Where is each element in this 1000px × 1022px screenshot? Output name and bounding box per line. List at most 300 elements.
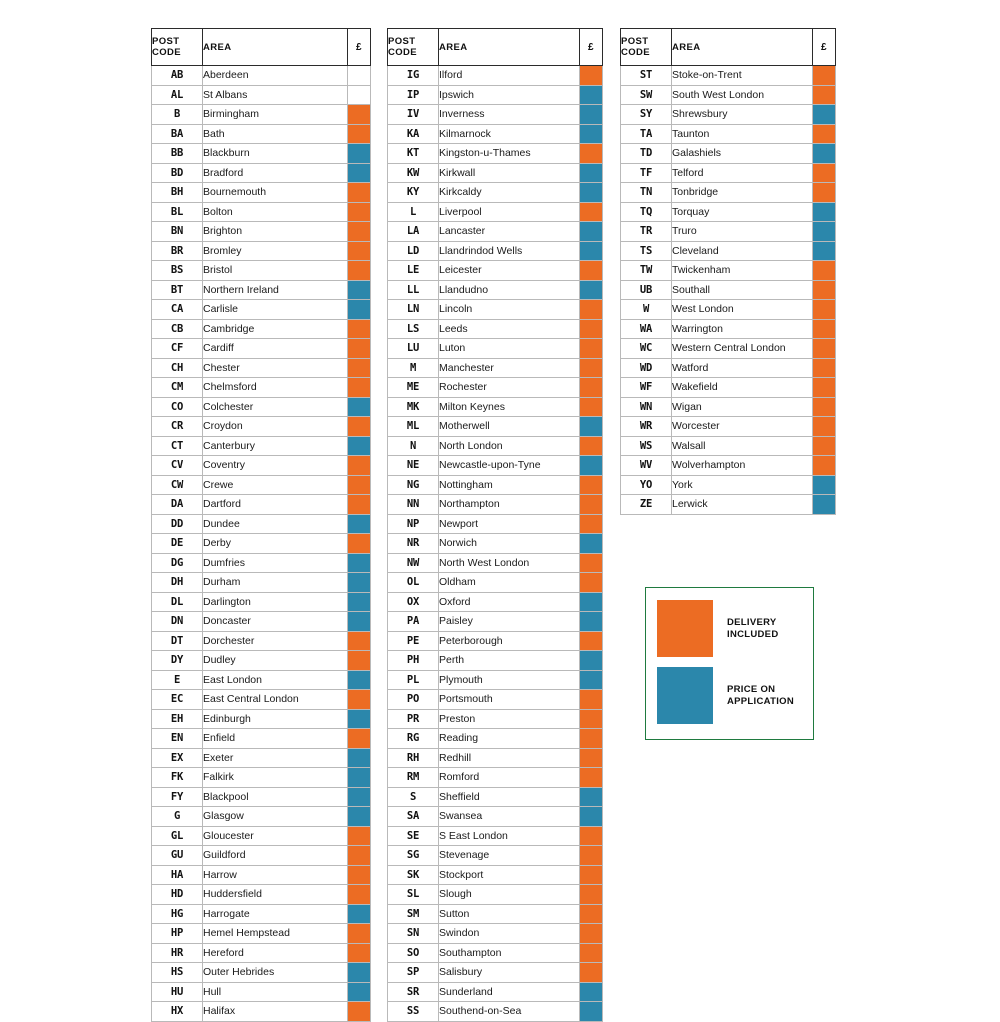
area-cell: York (672, 475, 813, 495)
table-row (621, 495, 836, 515)
header-post-code-line1: POST (388, 36, 416, 47)
table-row (152, 612, 371, 632)
table-row (388, 417, 603, 437)
postcode-cell: EN (152, 729, 203, 749)
postcode-cell: SG (388, 846, 439, 866)
table-row (621, 66, 836, 86)
postcode-cell: TD (621, 144, 672, 164)
postcode-cell: PL (388, 670, 439, 690)
table-row (388, 105, 603, 125)
price-status-swatch (348, 651, 371, 671)
price-status-swatch (348, 885, 371, 905)
postcode-cell: B (152, 105, 203, 125)
postcode-cell: PO (388, 690, 439, 710)
table-row (388, 319, 603, 339)
area-cell: Taunton (672, 124, 813, 144)
price-status-swatch (813, 339, 836, 359)
table-row (388, 436, 603, 456)
area-cell: Northampton (439, 495, 580, 515)
postcode-cell: NP (388, 514, 439, 534)
table-row (388, 826, 603, 846)
price-status-swatch (580, 358, 603, 378)
price-status-swatch (580, 280, 603, 300)
price-status-swatch (580, 904, 603, 924)
price-status-swatch (348, 748, 371, 768)
legend-label-delivery-included (727, 617, 778, 641)
area-cell: St Albans (203, 85, 348, 105)
area-cell: Walsall (672, 436, 813, 456)
area-cell: Stockport (439, 865, 580, 885)
price-status-swatch (348, 202, 371, 222)
table-row (152, 105, 371, 125)
price-status-swatch (580, 66, 603, 86)
postcode-cell: RH (388, 748, 439, 768)
postcode-cell: CV (152, 456, 203, 476)
area-cell: Doncaster (203, 612, 348, 632)
price-status-swatch (580, 865, 603, 885)
table-row (388, 358, 603, 378)
area-cell: Norwich (439, 534, 580, 554)
price-status-swatch (813, 163, 836, 183)
postcode-cell: WV (621, 456, 672, 476)
postcode-table (620, 28, 836, 515)
area-cell: Milton Keynes (439, 397, 580, 417)
area-cell: Bromley (203, 241, 348, 261)
area-cell: Kilmarnock (439, 124, 580, 144)
postcode-cell: CM (152, 378, 203, 398)
legend-label-price-on-application (727, 684, 794, 708)
postcode-cell: SM (388, 904, 439, 924)
price-status-swatch (580, 105, 603, 125)
price-status-swatch (348, 631, 371, 651)
area-cell: North London (439, 436, 580, 456)
postcode-cell: TS (621, 241, 672, 261)
table-row (388, 709, 603, 729)
header-post-code-line2: CODE (621, 47, 651, 58)
postcode-cell: DG (152, 553, 203, 573)
table-row (152, 417, 371, 437)
postcode-cell: BD (152, 163, 203, 183)
area-cell: Watford (672, 358, 813, 378)
postcode-cell: DN (152, 612, 203, 632)
area-cell: Reading (439, 729, 580, 749)
price-status-swatch (580, 85, 603, 105)
postcode-cell: HS (152, 963, 203, 983)
price-status-swatch (580, 534, 603, 554)
area-cell: Exeter (203, 748, 348, 768)
table-row (388, 982, 603, 1002)
area-cell: Outer Hebrides (203, 963, 348, 983)
area-cell: Dartford (203, 495, 348, 515)
price-status-swatch (348, 495, 371, 515)
header-price: £ (580, 29, 603, 66)
table-row (388, 787, 603, 807)
table-row (152, 709, 371, 729)
area-cell: Coventry (203, 456, 348, 476)
postcode-cell: ML (388, 417, 439, 437)
postcode-cell: CB (152, 319, 203, 339)
area-cell: Lincoln (439, 300, 580, 320)
postcode-cell: TA (621, 124, 672, 144)
table-row (152, 787, 371, 807)
area-cell: Romford (439, 768, 580, 788)
price-status-swatch (813, 436, 836, 456)
price-status-swatch (348, 729, 371, 749)
postcode-cell: IV (388, 105, 439, 125)
legend-swatch-blue (657, 667, 713, 724)
postcode-cell: IP (388, 85, 439, 105)
postcode-cell: CA (152, 300, 203, 320)
postcode-cell: SY (621, 105, 672, 125)
table-row (152, 163, 371, 183)
area-cell: Hemel Hempstead (203, 924, 348, 944)
table-row (388, 865, 603, 885)
table-row (388, 378, 603, 398)
table-row (388, 904, 603, 924)
area-cell: Cleveland (672, 241, 813, 261)
table-row (621, 241, 836, 261)
price-status-swatch (348, 768, 371, 788)
area-cell: Worcester (672, 417, 813, 437)
area-cell: Wolverhampton (672, 456, 813, 476)
legend-label-line2: INCLUDED (727, 628, 779, 640)
area-cell: Southall (672, 280, 813, 300)
postcode-cell: HX (152, 1002, 203, 1022)
price-status-swatch (348, 300, 371, 320)
table-row (621, 261, 836, 281)
price-status-swatch (580, 339, 603, 359)
table-row (621, 475, 836, 495)
price-status-swatch (580, 787, 603, 807)
postcode-cell: AL (152, 85, 203, 105)
table-row (388, 553, 603, 573)
area-cell: Motherwell (439, 417, 580, 437)
area-cell: Carlisle (203, 300, 348, 320)
postcode-cell: LD (388, 241, 439, 261)
postcode-cell: WA (621, 319, 672, 339)
price-status-swatch (580, 163, 603, 183)
area-cell: Derby (203, 534, 348, 554)
table-row (152, 436, 371, 456)
table-row (621, 202, 836, 222)
postcode-cell: HG (152, 904, 203, 924)
postcode-cell: NE (388, 456, 439, 476)
table-row (388, 729, 603, 749)
price-status-swatch (348, 339, 371, 359)
postcode-cell: DH (152, 573, 203, 593)
postcode-table (387, 28, 603, 1022)
table-row (152, 66, 371, 86)
legend (645, 587, 814, 740)
price-status-swatch (580, 748, 603, 768)
price-status-swatch (580, 592, 603, 612)
price-status-swatch (580, 222, 603, 242)
table-row (152, 261, 371, 281)
price-status-swatch (813, 358, 836, 378)
postcode-cell: DL (152, 592, 203, 612)
header-area: AREA (203, 29, 348, 66)
postcode-cell: TR (621, 222, 672, 242)
area-cell: Kirkwall (439, 163, 580, 183)
table-row (152, 670, 371, 690)
area-cell: Rochester (439, 378, 580, 398)
postcode-cell: BS (152, 261, 203, 281)
table-row (152, 904, 371, 924)
postcode-cell: SL (388, 885, 439, 905)
price-status-swatch (580, 826, 603, 846)
table-row (152, 846, 371, 866)
table-row (388, 807, 603, 827)
postcode-cell: EX (152, 748, 203, 768)
table-row (152, 924, 371, 944)
table-row (388, 1002, 603, 1022)
area-cell: Salisbury (439, 963, 580, 983)
area-cell: Lancaster (439, 222, 580, 242)
postcode-cell: DD (152, 514, 203, 534)
table-header-row (621, 29, 836, 66)
postcode-cell: DA (152, 495, 203, 515)
header-post-code (388, 29, 439, 66)
postcode-cell: WF (621, 378, 672, 398)
area-cell: Darlington (203, 592, 348, 612)
table-row (152, 124, 371, 144)
table-row (388, 924, 603, 944)
area-cell: Cambridge (203, 319, 348, 339)
area-cell: Bournemouth (203, 183, 348, 203)
postcode-cell: W (621, 300, 672, 320)
table-row (388, 66, 603, 86)
price-status-swatch (348, 183, 371, 203)
table-row (388, 339, 603, 359)
legend-swatch-orange (657, 600, 713, 657)
table-row (152, 202, 371, 222)
table-row (152, 495, 371, 515)
price-status-swatch (813, 85, 836, 105)
table-row (152, 748, 371, 768)
area-cell: Brighton (203, 222, 348, 242)
price-status-swatch (813, 261, 836, 281)
area-cell: Durham (203, 573, 348, 593)
postcode-column-3 (620, 28, 836, 515)
postcode-cell: WS (621, 436, 672, 456)
table-row (388, 144, 603, 164)
price-status-swatch (348, 163, 371, 183)
area-cell: South West London (672, 85, 813, 105)
postcode-cell: BL (152, 202, 203, 222)
area-cell: Falkirk (203, 768, 348, 788)
table-row (388, 280, 603, 300)
area-cell: Kingston-u-Thames (439, 144, 580, 164)
table-row (152, 826, 371, 846)
postcode-cell: AB (152, 66, 203, 86)
postcode-cell: BA (152, 124, 203, 144)
area-cell: Chelmsford (203, 378, 348, 398)
table-row (152, 690, 371, 710)
price-status-swatch (580, 124, 603, 144)
postcode-cell: S (388, 787, 439, 807)
table-row (388, 475, 603, 495)
postcode-cell: SS (388, 1002, 439, 1022)
area-cell: Stevenage (439, 846, 580, 866)
header-post-code-line2: CODE (152, 47, 182, 58)
postcode-cell: GL (152, 826, 203, 846)
price-status-swatch (813, 66, 836, 86)
postcode-cell: PH (388, 651, 439, 671)
postcode-cell: CO (152, 397, 203, 417)
table-row (388, 241, 603, 261)
header-area: AREA (672, 29, 813, 66)
table-row (388, 846, 603, 866)
postcode-cell: KT (388, 144, 439, 164)
area-cell: Galashiels (672, 144, 813, 164)
price-status-swatch (580, 300, 603, 320)
area-cell: Dorchester (203, 631, 348, 651)
table-row (621, 183, 836, 203)
postcode-cell: CF (152, 339, 203, 359)
postcode-cell: SA (388, 807, 439, 827)
area-cell: S East London (439, 826, 580, 846)
table-row (152, 1002, 371, 1022)
postcode-cell: CT (152, 436, 203, 456)
table-row (152, 358, 371, 378)
price-status-swatch (580, 514, 603, 534)
postcode-cell: SE (388, 826, 439, 846)
price-status-swatch (348, 553, 371, 573)
postcode-cell: WR (621, 417, 672, 437)
area-cell: Dundee (203, 514, 348, 534)
price-status-swatch (580, 261, 603, 281)
price-status-swatch (580, 378, 603, 398)
price-status-swatch (580, 495, 603, 515)
postcode-cell: NN (388, 495, 439, 515)
postcode-cell: SP (388, 963, 439, 983)
area-cell: Southampton (439, 943, 580, 963)
price-status-swatch (813, 417, 836, 437)
table-row (152, 885, 371, 905)
table-body (152, 66, 371, 1022)
table-row (388, 261, 603, 281)
area-cell: Stoke-on-Trent (672, 66, 813, 86)
price-status-swatch (580, 573, 603, 593)
table-row (152, 768, 371, 788)
legend-label-line1: DELIVERY (727, 616, 777, 628)
table-row (152, 475, 371, 495)
area-cell: Harrogate (203, 904, 348, 924)
table-row (152, 963, 371, 983)
price-status-swatch (348, 807, 371, 827)
area-cell: Bolton (203, 202, 348, 222)
price-status-swatch (348, 105, 371, 125)
table-row (621, 124, 836, 144)
postcode-cell: ME (388, 378, 439, 398)
price-status-swatch (348, 66, 371, 86)
area-cell: Swindon (439, 924, 580, 944)
price-status-swatch (348, 982, 371, 1002)
table-row (152, 183, 371, 203)
postcode-cell: KW (388, 163, 439, 183)
price-status-swatch (348, 709, 371, 729)
area-cell: Oldham (439, 573, 580, 593)
postcode-cell: LN (388, 300, 439, 320)
price-status-swatch (348, 397, 371, 417)
area-cell: Manchester (439, 358, 580, 378)
postcode-cell: HP (152, 924, 203, 944)
postcode-cell: FK (152, 768, 203, 788)
postcode-table (151, 28, 371, 1022)
postcode-cell: TF (621, 163, 672, 183)
area-cell: Kirkcaldy (439, 183, 580, 203)
postcode-cell: EC (152, 690, 203, 710)
price-status-swatch (813, 202, 836, 222)
price-status-swatch (813, 300, 836, 320)
area-cell: Bath (203, 124, 348, 144)
postcode-cell: WN (621, 397, 672, 417)
area-cell: Swansea (439, 807, 580, 827)
area-cell: Chester (203, 358, 348, 378)
postcode-cell: SW (621, 85, 672, 105)
postcode-cell: PA (388, 612, 439, 632)
price-status-swatch (813, 397, 836, 417)
postcode-cell: BR (152, 241, 203, 261)
price-status-swatch (348, 573, 371, 593)
postcode-cell: SR (388, 982, 439, 1002)
table-row (388, 202, 603, 222)
postcode-cell: NW (388, 553, 439, 573)
table-row (152, 592, 371, 612)
area-cell: Crewe (203, 475, 348, 495)
area-cell: Harrow (203, 865, 348, 885)
table-row (388, 943, 603, 963)
table-header-row (388, 29, 603, 66)
postcode-cell: RM (388, 768, 439, 788)
area-cell: Peterborough (439, 631, 580, 651)
area-cell: Preston (439, 709, 580, 729)
postcode-cell: YO (621, 475, 672, 495)
price-status-swatch (580, 651, 603, 671)
area-cell: Slough (439, 885, 580, 905)
area-cell: Hereford (203, 943, 348, 963)
price-status-swatch (348, 846, 371, 866)
area-cell: Tonbridge (672, 183, 813, 203)
area-cell: Dudley (203, 651, 348, 671)
area-cell: Truro (672, 222, 813, 242)
postcode-cell: BN (152, 222, 203, 242)
table-body (621, 66, 836, 515)
area-cell: North West London (439, 553, 580, 573)
table-row (152, 319, 371, 339)
price-status-swatch (348, 514, 371, 534)
postcode-cell: KA (388, 124, 439, 144)
area-cell: Llandudno (439, 280, 580, 300)
price-status-swatch (348, 612, 371, 632)
price-status-swatch (813, 144, 836, 164)
legend-item-delivery-included (657, 600, 778, 657)
price-status-swatch (348, 865, 371, 885)
postcode-cell: HU (152, 982, 203, 1002)
table-row (621, 280, 836, 300)
table-row (152, 553, 371, 573)
table-row (621, 144, 836, 164)
postcode-cell: BB (152, 144, 203, 164)
area-cell: Oxford (439, 592, 580, 612)
price-status-swatch (348, 826, 371, 846)
price-status-swatch (580, 456, 603, 476)
area-cell: Bristol (203, 261, 348, 281)
postcode-cell: E (152, 670, 203, 690)
price-status-swatch (348, 222, 371, 242)
area-cell: Perth (439, 651, 580, 671)
price-status-swatch (348, 534, 371, 554)
